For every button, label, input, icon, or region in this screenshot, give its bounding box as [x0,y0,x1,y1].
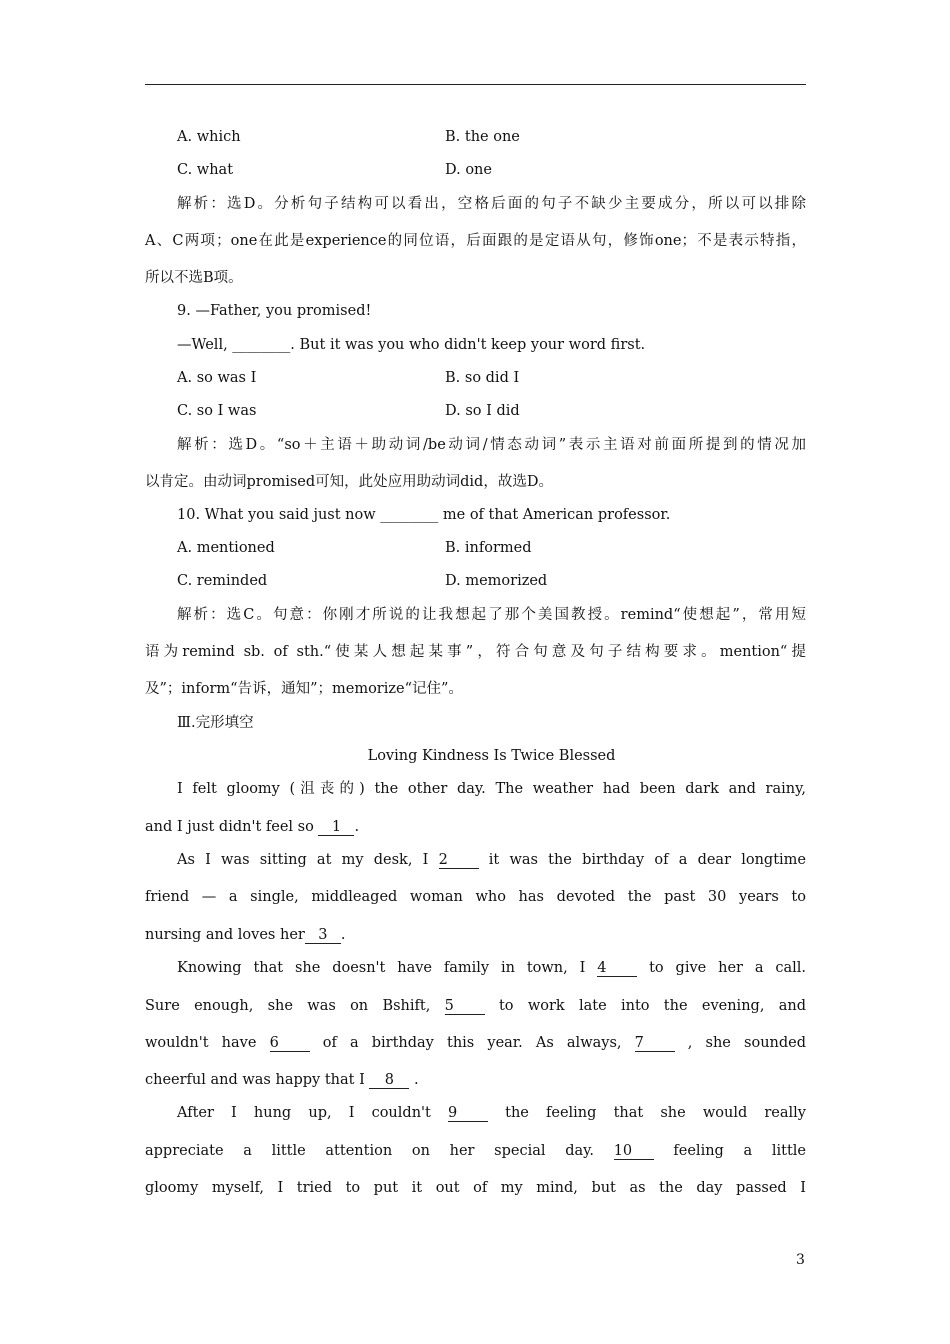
blank-9[interactable]: 9 [448,1105,488,1122]
q8-option-c: C. what [177,162,234,178]
blank-4[interactable]: 4 [597,960,637,977]
blank-7[interactable]: 7 [635,1035,675,1052]
q10-explanation-line-3: 及”；inform“告诉，通知”；memorize“记住”。 [145,681,463,697]
passage-p3-line-1: Knowing that she doesn't have family in town, I 4 to give her a call. [177,960,806,976]
blank-10[interactable]: 10 [614,1143,654,1160]
blank-3[interactable]: 3 [305,927,341,944]
passage-p1-line-2: and I just didn't feel so 1 . [145,819,360,835]
passage-p2-line-1: As I was sitting at my desk, I 2 it was the birthday of a dear longtime [177,852,806,868]
q10-option-b: B. informed [445,540,532,556]
header-rule [145,84,806,85]
q10-option-a: A. mentioned [177,540,275,556]
blank-6[interactable]: 6 [270,1035,310,1052]
q9-explanation-line-1: 解析：选D。“so＋主语＋助动词/be动词/情态动词”表示主语对前面所提到的情况加 [177,437,806,453]
blank-5[interactable]: 5 [445,998,485,1015]
q9-stem-line-1: 9. —Father, you promised! [177,303,372,319]
blank-8[interactable]: 8 [369,1072,409,1089]
passage-p4-line-1: After I hung up, I couldn't 9 the feeling that she would really [177,1105,806,1121]
passage-p3-line-2: Sure enough, she was on Bshift, 5 to work late into the evening, and [145,998,806,1014]
passage-p4-line-3: gloomy myself, I tried to put it out of my mind, but as the day passed I [145,1180,806,1196]
q9-option-c: C. so I was [177,403,257,419]
q10-option-c: C. reminded [177,573,268,589]
q8-explanation-line-3: 所以不选B项。 [145,270,243,286]
passage-p4-line-2: appreciate a little attention on her special day. 10 feeling a little [145,1143,807,1159]
q9-stem-line-2: —Well, ________. But it was you who didn't keep your word first. [177,337,646,353]
q9-option-a: A. so was I [177,370,257,386]
passage-p2-line-2: friend — a single, middleaged woman who has devoted the past 30 years to [145,889,806,905]
q9-option-b: B. so did I [445,370,520,386]
passage-p1-line-1: I felt gloomy (沮丧的) the other day. The weather had been dark and rainy, [177,781,806,797]
q8-explanation-line-2: A、C两项；one在此是experience的同位语，后面跟的是定语从句，修饰one；不是表示特指， [145,233,806,249]
q10-stem: 10. What you said just now ________ me of that American professor. [177,507,671,523]
passage-p3-line-4: cheerful and was happy that I 8 . [145,1072,419,1088]
section-heading: Ⅲ.完形填空 [177,715,254,731]
blank-2[interactable]: 2 [439,852,479,869]
q10-explanation-line-1: 解析：选C。句意：你刚才所说的让我想起了那个美国教授。remind“使想起”，常用短 [177,607,806,623]
q10-option-d: D. memorized [445,573,548,589]
q8-option-b: B. the one [445,129,520,145]
passage-p3-line-3: wouldn't have 6 of a birthday this year. As always, 7 , she sounded [145,1035,807,1051]
q8-option-d: D. one [445,162,492,178]
passage-title: Loving Kindness Is Twice Blessed [367,748,616,764]
blank-1[interactable]: 1 [318,819,354,836]
q8-option-a: A. which [177,129,241,145]
q8-explanation-line-1: 解析：选D。分析句子结构可以看出，空格后面的句子不缺少主要成分，所以可以排除 [177,196,806,212]
q10-explanation-line-2: 语为remind sb. of sth.“使某人想起某事”，符合句意及句子结构要求。mention“提 [145,644,806,660]
q9-explanation-line-2: 以肯定。由动词promised可知，此处应用助动词did，故选D。 [145,474,553,490]
page-number: 3 [796,1252,805,1268]
passage-p2-line-3: nursing and loves her 3 . [145,927,346,943]
q9-option-d: D. so I did [445,403,520,419]
